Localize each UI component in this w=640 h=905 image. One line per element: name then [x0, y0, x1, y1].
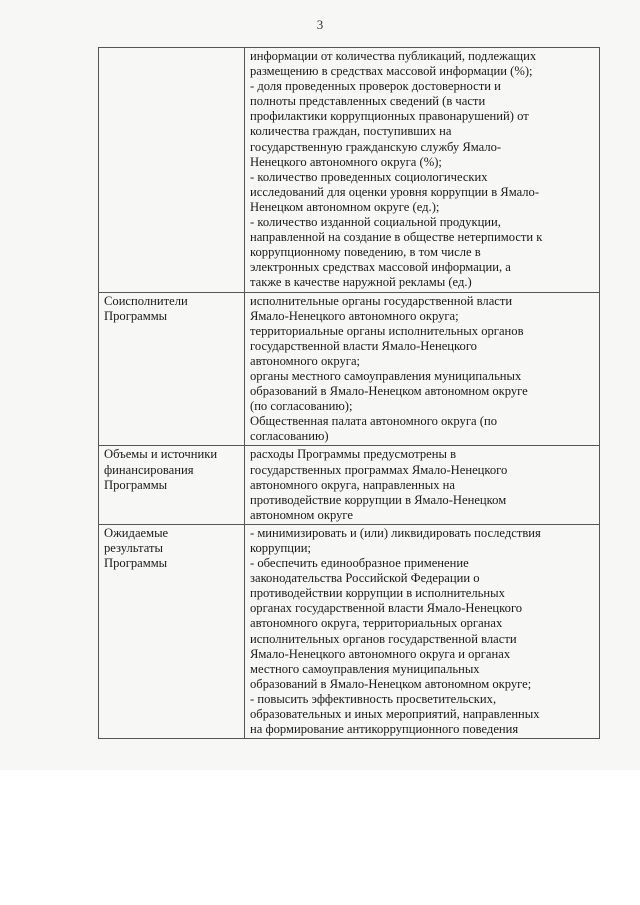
row-content-line: автономного округа, территориальных органах — [250, 616, 503, 631]
row-label-line: Ожидаемые — [104, 525, 169, 540]
row-content-line: исполнительных органов государственной власти — [250, 631, 517, 646]
row-content-line: Ненецком автономном округе (ед.); — [250, 199, 440, 214]
row-content-line: - количество проведенных социологических — [250, 169, 488, 184]
row-content-line: государственной власти Ямало-Ненецкого — [250, 338, 477, 353]
row-content-line: автономном округе — [250, 507, 353, 522]
row-content-line: противодействии коррупции в исполнительных — [250, 586, 505, 601]
row-label-line: результаты — [104, 541, 163, 555]
row-content-line: автономного округа; — [250, 353, 361, 368]
row-content-line: (по согласованию); — [250, 399, 353, 414]
row-content-cell — [245, 446, 600, 524]
row-content-line: образований в Ямало-Ненецком автономном округе; — [250, 676, 532, 691]
row-content-line: органах государственной власти Ямало-Ненецкого — [250, 601, 523, 616]
row-content-line: исполнительные органы государственной власти — [250, 293, 513, 308]
table-row — [99, 48, 600, 293]
row-content-line: образований в Ямало-Ненецком автономном округе — [250, 384, 528, 399]
row-content-line: - обеспечить единообразное применение — [250, 556, 469, 571]
row-content-line: образовательных и иных мероприятий, направленных — [250, 707, 540, 722]
row-label-line: Программы — [104, 477, 168, 492]
row-label-line: Программы — [104, 556, 168, 571]
row-content-line: Ямало-Ненецкого автономного округа и органах — [250, 646, 511, 661]
row-content-line: профилактики коррупционных правонарушений) от — [250, 109, 529, 124]
row-label-cell — [99, 524, 245, 738]
table-row — [99, 446, 600, 524]
row-label-line: финансирования — [104, 462, 194, 477]
row-content-line: государственную гражданскую службу Ямало- — [250, 139, 502, 154]
table-row — [99, 292, 600, 446]
row-content-line: согласованию) — [250, 429, 329, 444]
row-content-line: автономного округа, направленных на — [250, 477, 456, 492]
table-row — [99, 524, 600, 738]
row-content-line: - повысить эффективность просветительских, — [250, 691, 497, 706]
row-label-cell — [99, 292, 245, 446]
row-content-line: - доля проведенных проверок достоверности и — [250, 79, 501, 94]
row-content-line: Ямало-Ненецкого автономного округа; — [250, 308, 459, 323]
row-content-line: направленной на создание в обществе нетерпимости к — [250, 230, 543, 245]
row-content-line: также в качестве наружной рекламы (ед.) — [250, 275, 472, 290]
row-content-line: противодействие коррупции в Ямало-Ненецком — [250, 492, 507, 507]
row-content-line: расходы Программы предусмотрены в — [250, 447, 457, 462]
row-content-cell — [245, 48, 600, 293]
row-content-cell — [245, 292, 600, 446]
row-content-line: органы местного самоуправления муниципальных — [250, 368, 522, 383]
row-content-line: государственных программах Ямало-Ненецкого — [250, 462, 508, 477]
row-content-line: на формирование антикоррупционного поведения — [250, 722, 519, 737]
row-content-line: коррупции; — [250, 541, 311, 555]
row-content-line: размещению в средствах массовой информации (%); — [250, 64, 533, 79]
row-content-line: электронных средствах массовой информации, а — [250, 260, 511, 275]
row-content-line: информации от количества публикаций, подлежащих — [250, 49, 537, 63]
page-number: 3 — [316, 17, 324, 32]
row-content-line: местного самоуправления муниципальных — [250, 661, 480, 676]
row-content-line: территориальные органы исполнительных органов — [250, 323, 524, 338]
row-content-line: исследований для оценки уровня коррупции в Ямало- — [250, 184, 540, 199]
row-label-line: Программы — [104, 308, 168, 323]
row-content-line: - минимизировать и (или) ликвидировать последствия — [250, 525, 541, 540]
row-label-line: Объемы и источники — [104, 447, 218, 462]
row-label-cell — [99, 446, 245, 524]
row-label-line: Соисполнители — [104, 293, 188, 308]
row-content-line: законодательства Российской Федерации о — [250, 571, 480, 586]
program-passport-table — [98, 47, 600, 739]
row-content-cell — [245, 524, 600, 738]
row-content-line: Ненецкого автономного округа (%); — [250, 154, 442, 169]
row-content-line: - количество изданной социальной продукции, — [250, 215, 501, 230]
row-content-line: Общественная палата автономного округа (по — [250, 414, 497, 429]
row-content-line: количества граждан, поступивших на — [250, 124, 452, 139]
row-label-cell — [99, 48, 245, 293]
row-content-line: коррупционному поведению, в том числе в — [250, 245, 481, 260]
row-content-line: полноты представленных сведений (в части — [250, 94, 486, 109]
